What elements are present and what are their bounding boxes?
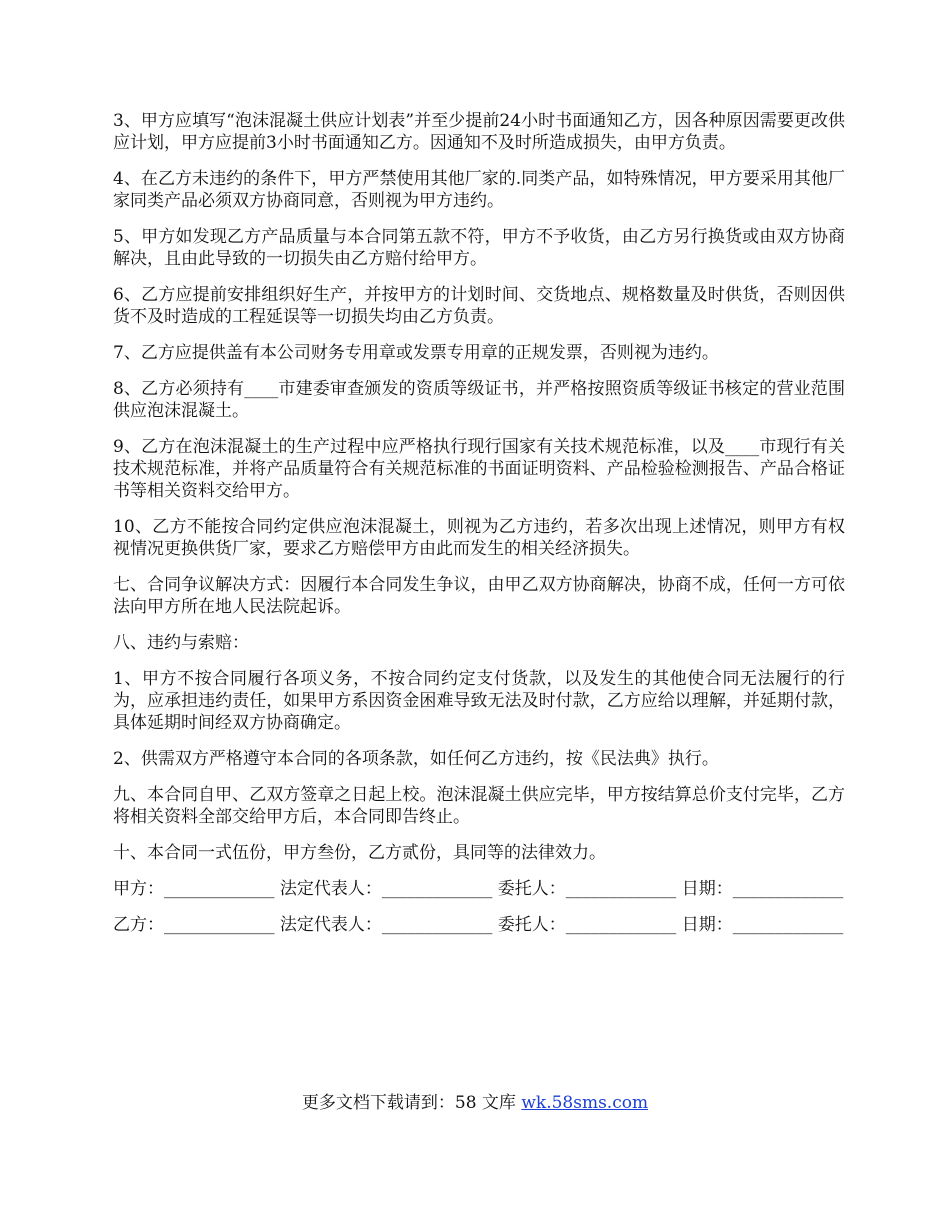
section-8-heading: 八、违约与索赔： [113,633,249,653]
clause-8: 8、乙方必须持有____市建委审查颁发的资质等级证书，并严格按照资质等级证书核定的营业范围供应泡沫混凝土。 [113,379,845,421]
clause-10: 10、乙方不能按合同约定供应泡沫混凝土，则视为乙方违约，若多次出现上述情况，则甲方有权视情况更换供货厂家，要求乙方赔偿甲方由此而发生的相关经济损失。 [113,517,845,559]
clause-6: 6、乙方应提前安排组织好生产，并按甲方的计划时间、交货地点、规格数量及时供货，否则因供货不及时造成的工程延误等一切损失均由乙方负责。 [113,285,845,327]
document-body [113,110,845,950]
section-9-effective: 九、本合同自甲、乙双方签章之日起上校。泡沫混凝土供应完毕，甲方按结算总价支付完毕，乙方将相关资料全部交给甲方后，本合同即告终止。 [113,785,845,827]
section-7-dispute: 七、合同争议解决方式：因履行本合同发生争议，由甲乙双方协商解决，协商不成，任何一方可依法向甲方所在地人民法院起诉。 [113,575,845,617]
clause-5: 5、甲方如发现乙方产品质量与本合同第五款不符，甲方不予收货，由乙方另行换货或由双方协商解决，且由此导致的一切损失由乙方赔付给甲方。 [113,227,845,269]
footer-text: 更多文档下载请到：58 文库 [301,1093,522,1113]
section-10-copies: 十、本合同一式伍份，甲方叁份，乙方贰份，具同等的法律效力。 [113,843,606,863]
section-8-clause-1: 1、甲方不按合同履行各项义务，不按合同约定支付货款，以及发生的其他使合同无法履行的行为，应承担违约责任，如果甲方系因资金困难导致无法及时付款，乙方应给以理解，并延期付款，具体延期时间经双方协商确定。 [113,669,845,733]
clause-3: 3、甲方应填写“泡沫混凝土供应计划表”并至少提前24小时书面通知乙方，因各种原因需要更改供应计划，甲方应提前3小时书面通知乙方。因通知不及时所造成损失，由甲方负责。 [113,111,845,153]
footer [0,1092,950,1114]
section-8-clause-2: 2、供需双方严格遵守本合同的各项条款，如任何乙方违约，按《民法典》执行。 [113,749,719,769]
footer-link[interactable]: wk.58sms.com [521,1093,649,1113]
clause-9: 9、乙方在泡沫混凝土的生产过程中应严格执行现行国家有关技术规范标准，以及____市现行有关技术规范标准，并将产品质量符合有关规范标准的书面证明资料、产品检验检测报告、产品合格证书等相关资料交给甲方。 [113,437,845,501]
clause-4: 4、在乙方未违约的条件下，甲方严禁使用其他厂家的.同类产品，如特殊情况，甲方要采用其他厂家同类产品必须双方协商同意，否则视为甲方违约。 [113,169,845,211]
signature-party-a: 甲方：_____________ 法定代表人：_____________ 委托人：_____________ 日期：_____________ [113,879,844,899]
clause-7: 7、乙方应提供盖有本公司财务专用章或发票专用章的正规发票，否则视为违约。 [113,343,719,363]
signature-party-b: 乙方：_____________ 法定代表人：_____________ 委托人：_____________ 日期：_____________ [113,915,844,935]
